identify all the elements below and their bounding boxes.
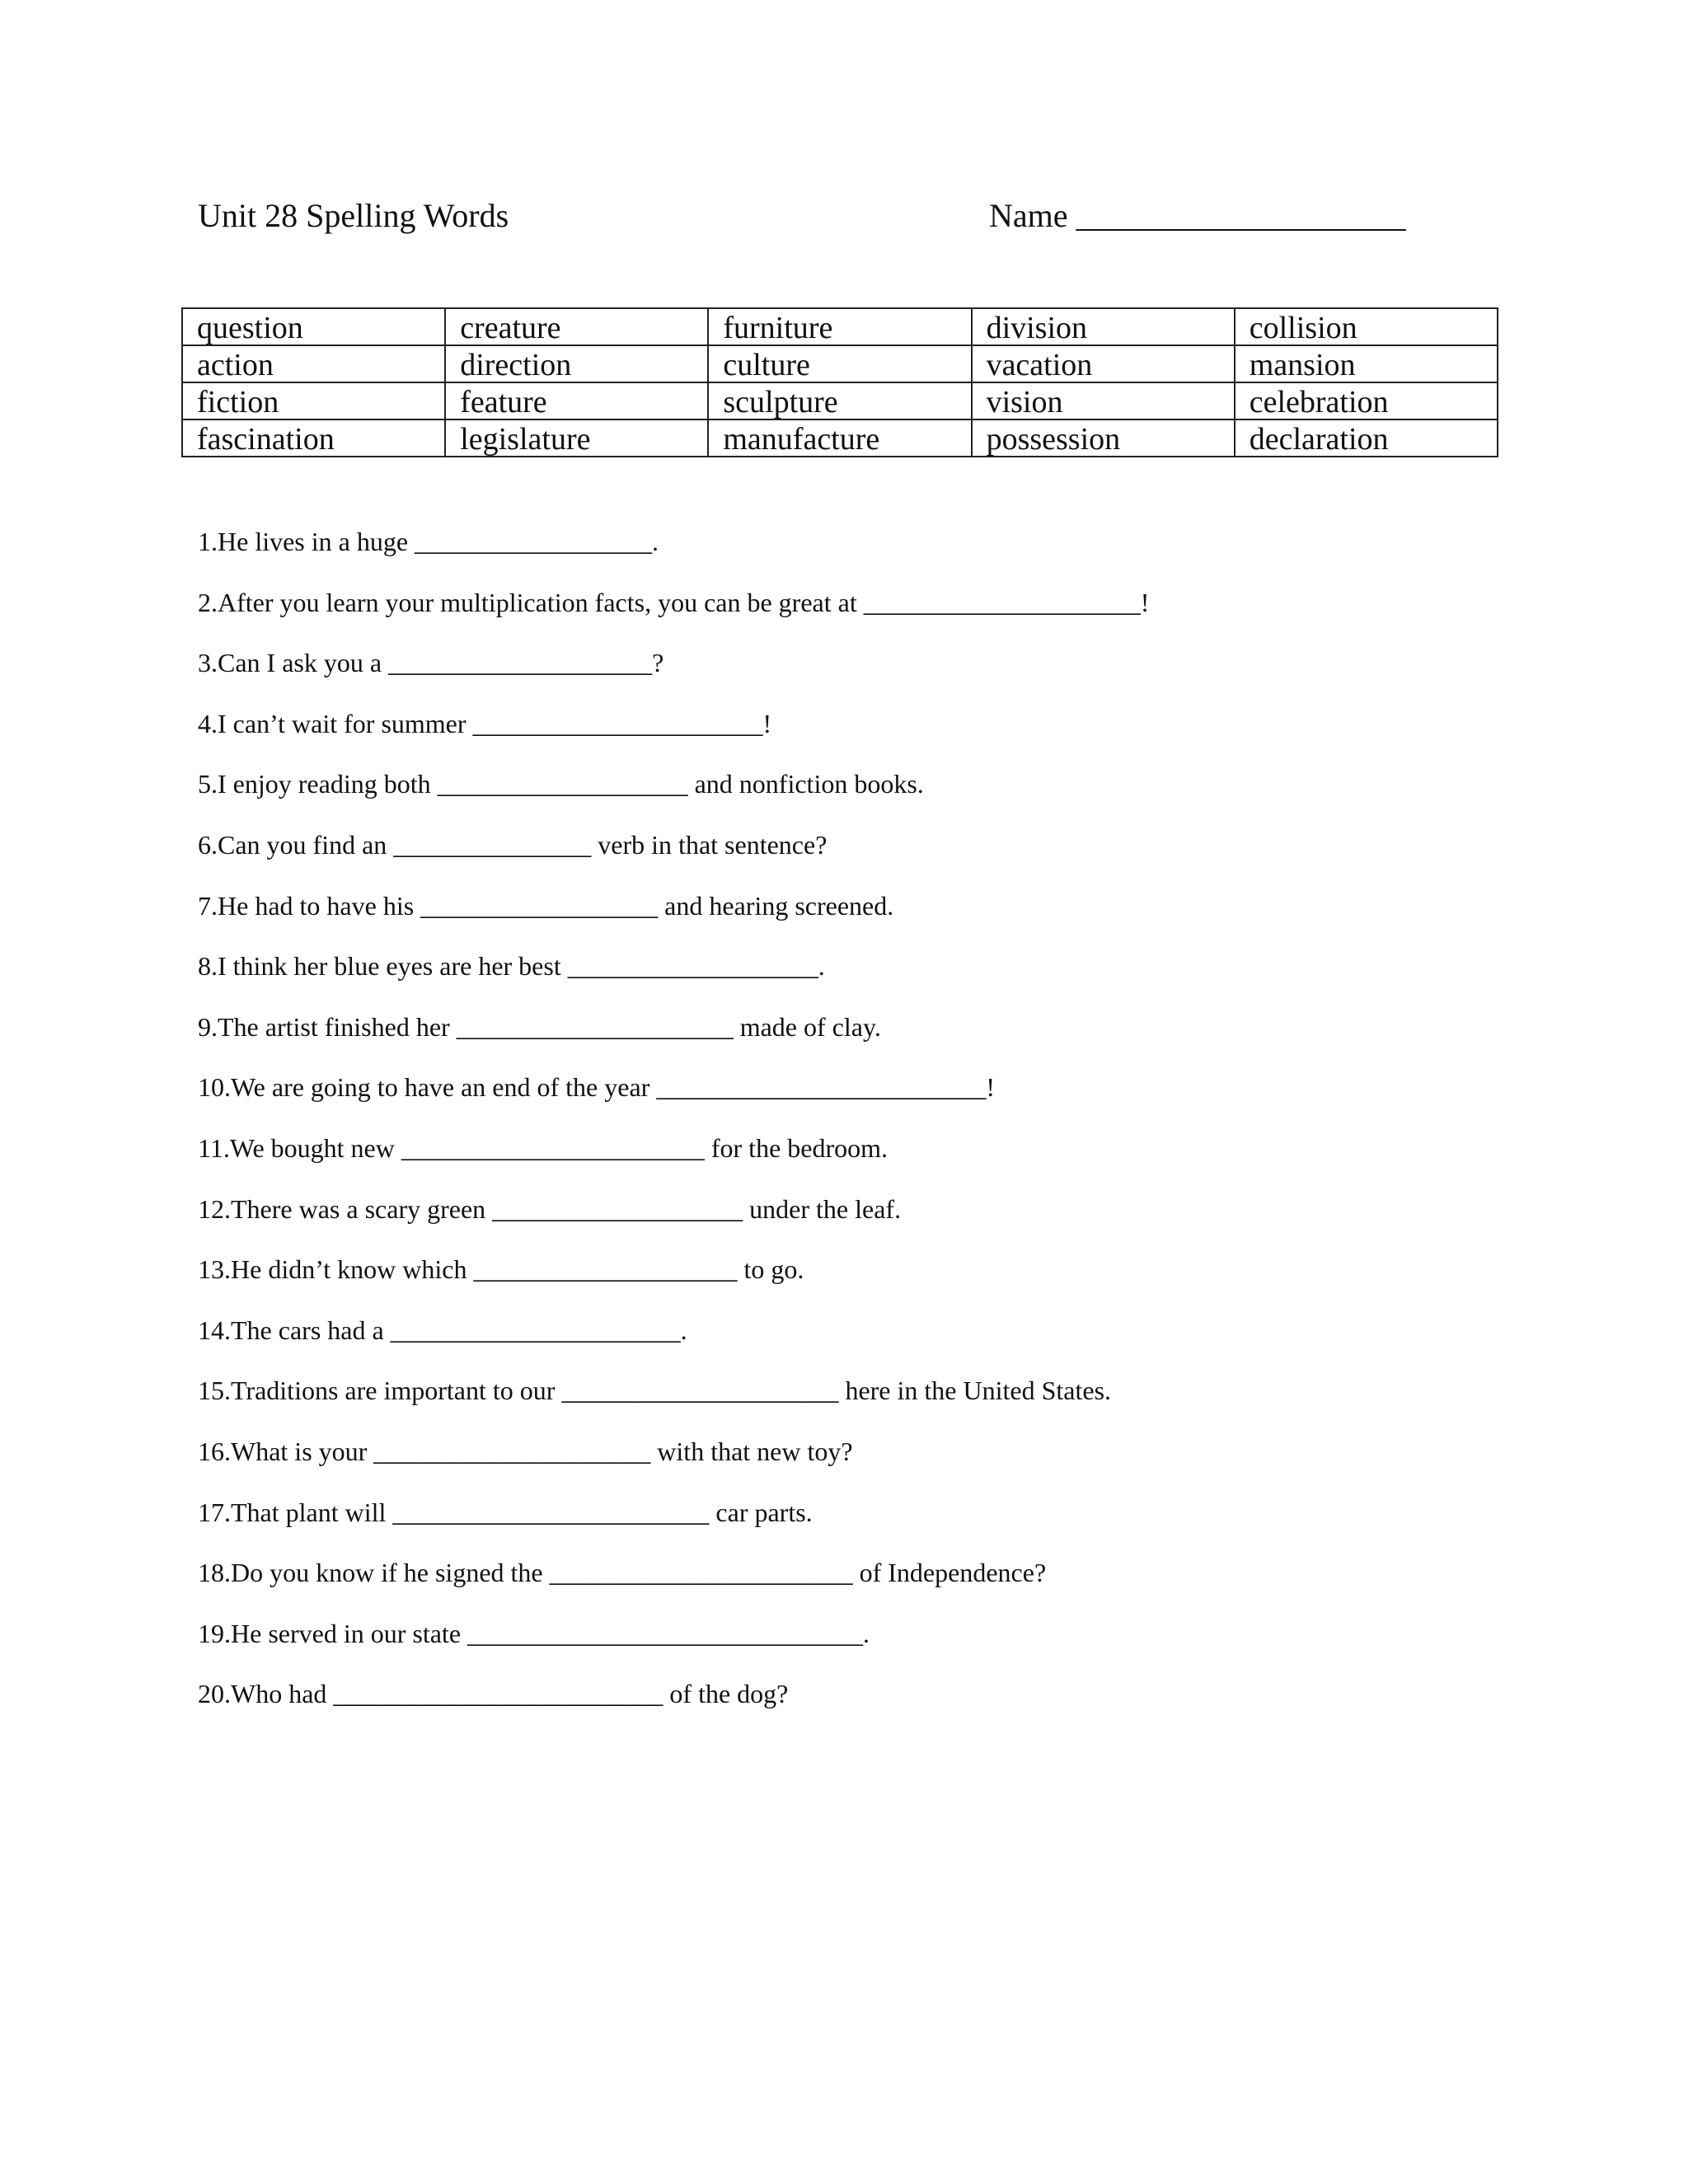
word-cell: vacation [972,345,1235,382]
sentence-7: 7.He had to have his __________________ and hearing screened. [198,890,894,921]
sentence-19: 19.He served in our state ______________________________. [198,1618,870,1648]
name-field-label: Name ____________________ [989,197,1406,234]
word-cell: furniture [708,308,971,345]
word-cell: culture [708,345,971,382]
sentence-6: 6.Can you find an _______________ verb in that sentence? [198,829,828,860]
word-cell: action [182,345,445,382]
sentence-2: 2.After you learn your multiplication facts, you can be great at _____________________! [198,587,1150,617]
sentence-12: 12.There was a scary green ___________________ under the leaf. [198,1193,902,1224]
sentence-11: 11.We bought new _______________________ for the bedroom. [198,1132,889,1163]
table-row [182,419,1498,457]
sentence-17: 17.That plant will ________________________ car parts. [198,1497,813,1527]
word-cell: fiction [182,382,445,419]
fill-in-sentence-list [198,525,1149,1738]
word-cell: mansion [1235,345,1498,382]
sentence-18: 18.Do you know if he signed the _______________________ of Independence? [198,1558,1047,1588]
word-cell: collision [1235,308,1498,345]
word-cell: declaration [1235,419,1498,457]
worksheet-title: Unit 28 Spelling Words [198,197,509,234]
sentence-16: 16.What is your _____________________ with that new toy? [198,1436,853,1466]
sentence-15: 15.Traditions are important to our _____________________ here in the United States. [198,1376,1112,1406]
table-row [182,308,1498,345]
word-cell: legislature [445,419,708,457]
spelling-word-table [181,307,1498,457]
sentence-14: 14.The cars had a ______________________. [198,1315,687,1345]
sentence-20: 20.Who had _________________________ of the dog? [198,1679,789,1709]
sentence-1: 1.He lives in a huge __________________. [198,527,659,556]
word-cell: fascination [182,419,445,457]
table-row [182,382,1498,419]
sentence-3: 3.Can I ask you a ____________________? [198,648,664,678]
word-cell: direction [445,345,708,382]
word-cell: celebration [1235,382,1498,419]
sentence-10: 10.We are going to have an end of the year _________________________! [198,1072,995,1103]
sentence-9: 9.The artist finished her _____________________ made of clay. [198,1011,881,1042]
word-cell: sculpture [708,382,971,419]
sentence-13: 13.He didn’t know which ____________________ to go. [198,1254,804,1285]
table-row [182,345,1498,382]
word-cell: possession [972,419,1235,457]
sentence-8: 8.I think her blue eyes are her best ___________________. [198,951,825,982]
word-cell: feature [445,382,708,419]
sentence-4: 4.I can’t wait for summer ______________________! [198,708,772,738]
word-cell: creature [445,308,708,345]
word-cell: manufacture [708,419,971,457]
word-cell: division [972,308,1235,345]
sentence-5: 5.I enjoy reading both ___________________ and nonfiction books. [198,769,924,799]
word-cell: question [182,308,445,345]
word-cell: vision [972,382,1235,419]
